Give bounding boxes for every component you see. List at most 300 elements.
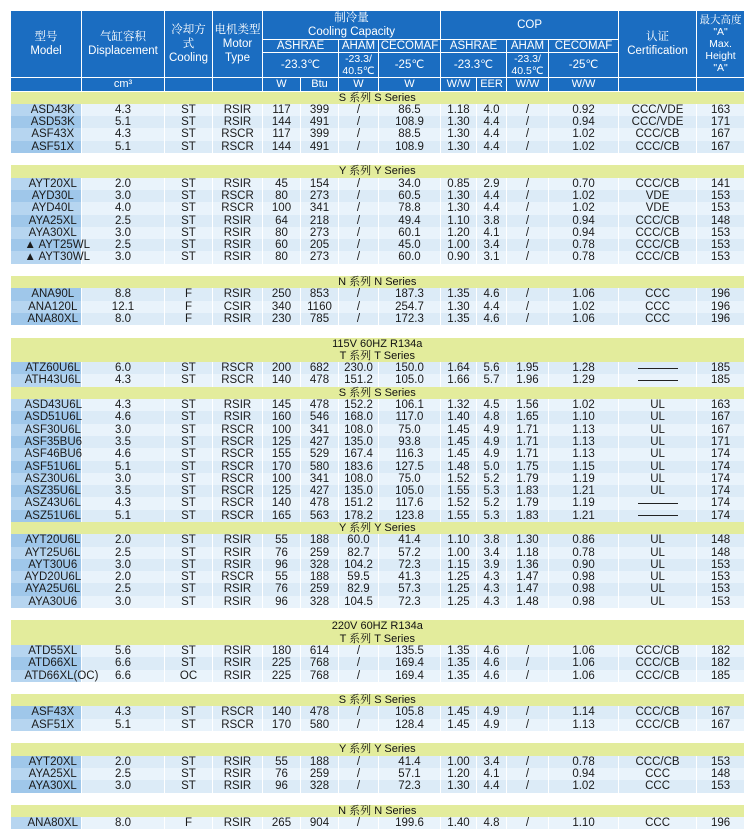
- cap-ashrae-btu-cell: 563: [301, 510, 339, 522]
- cooling-cell: ST: [165, 362, 213, 374]
- series-heading-row: [11, 694, 745, 706]
- cop-ashrae-eer-cell: 5.3: [477, 485, 507, 497]
- displacement-cell: 2.5: [82, 583, 165, 595]
- section-spacer: [11, 608, 745, 620]
- motor-cell: RSCR: [213, 128, 263, 140]
- series-heading: Y 系列 Y Series: [11, 165, 745, 177]
- cop-ashrae-ww-cell: 1.35: [441, 313, 477, 325]
- cooling-cell: ST: [165, 227, 213, 239]
- cooling-cell: ST: [165, 202, 213, 214]
- cop-aham-cell: /: [507, 215, 549, 227]
- cooling-cell: ST: [165, 116, 213, 128]
- cop-ashrae-ww-cell: 1.30: [441, 141, 477, 153]
- cap-cecomaf-w-cell: 172.3: [379, 313, 441, 325]
- cap-cecomaf-w-cell: 60.0: [379, 251, 441, 263]
- certification-cell: CCC: [619, 780, 697, 792]
- cop-cecomaf-cell: 1.19: [549, 497, 619, 509]
- cop-cecomaf-cell: 0.98: [549, 583, 619, 595]
- certification-cell: UL: [619, 461, 697, 473]
- motor-cell: RSCR: [213, 374, 263, 386]
- cop-ashrae-eer-cell: 4.6: [477, 645, 507, 657]
- certification-cell: UL: [619, 473, 697, 485]
- cop-aham-cell: 1.30: [507, 534, 549, 546]
- cap-aham-temp: -23.3/ 40.5℃: [339, 53, 379, 78]
- table-row: [11, 399, 745, 411]
- cop-aham-cell: 1.83: [507, 485, 549, 497]
- displacement-cell: 6.0: [82, 362, 165, 374]
- no-certification-dash: [638, 368, 678, 369]
- table-row: [11, 104, 745, 116]
- model-cell: ASF35BU6: [11, 436, 82, 448]
- cop-ashrae-eer-cell: 5.2: [477, 497, 507, 509]
- table-header: [11, 11, 745, 92]
- section-spacer: [11, 264, 745, 276]
- max-height-cell: 185: [697, 374, 745, 386]
- cooling-capacity-header: 制冷量 Cooling Capacity: [263, 11, 441, 40]
- cooling-cell: F: [165, 313, 213, 325]
- cap-cecomaf-w-cell: 108.9: [379, 141, 441, 153]
- cap-cecomaf-w-cell: 72.3: [379, 780, 441, 792]
- cap-cecomaf-w-cell: 105.8: [379, 706, 441, 718]
- unit-cecomaf-ww: W/W: [549, 78, 619, 91]
- max-height-cell: 153: [697, 227, 745, 239]
- cop-cecomaf-cell: 0.70: [549, 178, 619, 190]
- cap-aham-w-cell: /: [339, 141, 379, 153]
- cap-aham-w-cell: 167.4: [339, 448, 379, 460]
- cop-ashrae-ww-cell: 1.52: [441, 473, 477, 485]
- cop-ashrae-eer-cell: 4.1: [477, 227, 507, 239]
- cap-ashrae-btu-cell: 529: [301, 448, 339, 460]
- cooling-cell: ST: [165, 706, 213, 718]
- max-height-cell: 148: [697, 534, 745, 546]
- motor-cell: RSIR: [213, 178, 263, 190]
- certification-cell: CCC: [619, 768, 697, 780]
- cap-aham-w-cell: /: [339, 817, 379, 829]
- motor-cell: RSCR: [213, 461, 263, 473]
- cap-cecomaf-w-cell: 117.0: [379, 411, 441, 423]
- displacement-cell: 3.5: [82, 485, 165, 497]
- displacement-unit: cm³: [82, 78, 165, 91]
- cop-cecomaf-cell: 1.02: [549, 780, 619, 792]
- cap-aham-w-cell: 104.2: [339, 559, 379, 571]
- certification-cell: [619, 362, 697, 374]
- cap-ashrae-btu-cell: 259: [301, 768, 339, 780]
- cop-ashrae-eer-cell: 4.9: [477, 424, 507, 436]
- model-cell: AYT20XL: [11, 756, 82, 768]
- cop-aham-cell: 1.83: [507, 510, 549, 522]
- cap-aham-w-cell: 60.0: [339, 534, 379, 546]
- cop-ashrae-ww-cell: 1.20: [441, 768, 477, 780]
- cap-aham-w-cell: /: [339, 657, 379, 669]
- displacement-cell: 3.0: [82, 227, 165, 239]
- cap-aham-w-cell: 168.0: [339, 411, 379, 423]
- series-heading: T 系列 T Series: [11, 633, 745, 645]
- certification-cell: UL: [619, 571, 697, 583]
- cop-aham-cell: /: [507, 239, 549, 251]
- max-height-cell: 182: [697, 657, 745, 669]
- cap-ashrae-w-cell: 340: [263, 301, 301, 313]
- displacement-cell: 3.0: [82, 473, 165, 485]
- table-row: [11, 215, 745, 227]
- cop-ashrae-ww-cell: 1.25: [441, 571, 477, 583]
- cap-ashrae-btu-cell: 768: [301, 657, 339, 669]
- cop-ashrae-ww-cell: 1.32: [441, 399, 477, 411]
- displacement-cell: 5.1: [82, 116, 165, 128]
- cap-aham-w-cell: 178.2: [339, 510, 379, 522]
- cop-ashrae-ww-cell: 1.35: [441, 670, 477, 682]
- max-height-cell: 148: [697, 547, 745, 559]
- table-body: [11, 91, 745, 829]
- certification-cell: CCC/CB: [619, 719, 697, 731]
- table-row: [11, 510, 745, 522]
- cop-cecomaf-cell: 0.78: [549, 239, 619, 251]
- motor-cell: RSCR: [213, 497, 263, 509]
- cop-ashrae-ww-cell: 1.25: [441, 596, 477, 608]
- cooling-cell: ST: [165, 497, 213, 509]
- max-height-cell: 167: [697, 719, 745, 731]
- max-height-cell: 171: [697, 436, 745, 448]
- cap-cecomaf-w-cell: 86.5: [379, 104, 441, 116]
- cop-ashrae-ww-cell: 1.30: [441, 780, 477, 792]
- cop-cecomaf-label: CECOMAF: [549, 40, 619, 53]
- no-certification-dash: [638, 503, 678, 504]
- max-height-cell: 167: [697, 411, 745, 423]
- motor-cell: RSCR: [213, 485, 263, 497]
- cop-cecomaf-cell: 1.02: [549, 141, 619, 153]
- table-row: [11, 706, 745, 718]
- table-row: [11, 547, 745, 559]
- cap-aham-w-cell: /: [339, 719, 379, 731]
- max-height-cell: 148: [697, 215, 745, 227]
- displacement-cell: 5.1: [82, 510, 165, 522]
- table-row: [11, 657, 745, 669]
- displacement-cell: 3.0: [82, 251, 165, 263]
- motor-cell: RSIR: [213, 534, 263, 546]
- motor-cell: RSCR: [213, 510, 263, 522]
- spacer-cell: [11, 793, 745, 805]
- cap-cecomaf-w-cell: 123.8: [379, 510, 441, 522]
- cop-cecomaf-cell: 1.02: [549, 128, 619, 140]
- cap-cecomaf-w-cell: 169.4: [379, 657, 441, 669]
- cap-aham-w-cell: 135.0: [339, 436, 379, 448]
- cop-aham-cell: /: [507, 706, 549, 718]
- cap-ashrae-w-cell: 117: [263, 128, 301, 140]
- max-height-cell: 153: [697, 571, 745, 583]
- cap-cecomaf-w-cell: 150.0: [379, 362, 441, 374]
- cop-ashrae-ww-cell: 1.20: [441, 227, 477, 239]
- cop-ashrae-eer-cell: 4.6: [477, 313, 507, 325]
- cap-aham-w-cell: /: [339, 227, 379, 239]
- model-cell: ASZ43U6L: [11, 497, 82, 509]
- cap-aham-label: AHAM: [339, 40, 379, 53]
- certification-cell: UL: [619, 559, 697, 571]
- cap-ashrae-w-cell: 140: [263, 497, 301, 509]
- section-spacer: [11, 153, 745, 165]
- cop-ashrae-eer-cell: 4.4: [477, 202, 507, 214]
- cop-cecomaf-cell: 0.86: [549, 534, 619, 546]
- unit-w: W: [263, 78, 301, 91]
- certification-cell: CCC/CB: [619, 657, 697, 669]
- cop-cecomaf-cell: 1.14: [549, 706, 619, 718]
- max-height-cell: 174: [697, 473, 745, 485]
- cap-ashrae-w-cell: 96: [263, 596, 301, 608]
- series-heading-row: [11, 805, 745, 817]
- no-certification-dash: [638, 380, 678, 381]
- motor-cell: RSIR: [213, 817, 263, 829]
- cop-aham-cell: 1.56: [507, 399, 549, 411]
- displacement-cell: 8.8: [82, 288, 165, 300]
- cap-cecomaf-w-cell: 169.4: [379, 670, 441, 682]
- cap-cecomaf-w-cell: 60.5: [379, 190, 441, 202]
- model-cell: ASD51U6L: [11, 411, 82, 423]
- cooling-cell: ST: [165, 399, 213, 411]
- cop-ashrae-ww-cell: 1.45: [441, 719, 477, 731]
- table-row: [11, 756, 745, 768]
- motor-cell: RSIR: [213, 288, 263, 300]
- max-height-cell: 153: [697, 756, 745, 768]
- cop-cecomaf-cell: 0.78: [549, 547, 619, 559]
- max-height-cell: 148: [697, 768, 745, 780]
- cop-aham-cell: /: [507, 141, 549, 153]
- cooling-cell: ST: [165, 436, 213, 448]
- cap-cecomaf-w-cell: 105.0: [379, 374, 441, 386]
- cop-ashrae-ww-cell: 1.40: [441, 411, 477, 423]
- motor-cell: RSCR: [213, 473, 263, 485]
- cooling-cell: ST: [165, 473, 213, 485]
- cop-ashrae-ww-cell: 1.66: [441, 374, 477, 386]
- cop-ashrae-eer-cell: 3.8: [477, 215, 507, 227]
- motor-cell: RSIR: [213, 116, 263, 128]
- model-cell: AYA25XL: [11, 768, 82, 780]
- motor-cell: RSCR: [213, 202, 263, 214]
- cap-ashrae-w-cell: 64: [263, 215, 301, 227]
- cap-aham-w-cell: 152.2: [339, 399, 379, 411]
- model-cell: ASF46BU6: [11, 448, 82, 460]
- table-row: [11, 424, 745, 436]
- spacer-cell: [11, 682, 745, 694]
- model-cell: ASZ30U6L: [11, 473, 82, 485]
- cap-cecomaf-w-cell: 88.5: [379, 128, 441, 140]
- cap-ashrae-w-cell: 96: [263, 559, 301, 571]
- series-heading-row: [11, 165, 745, 177]
- cop-ashrae-ww-cell: 1.35: [441, 657, 477, 669]
- table-row: [11, 670, 745, 682]
- cap-aham-w-cell: /: [339, 104, 379, 116]
- cooling-cell: ST: [165, 215, 213, 227]
- series-heading-row: [11, 350, 745, 362]
- cap-aham-w-cell: /: [339, 645, 379, 657]
- cap-cecomaf-w-cell: 72.3: [379, 596, 441, 608]
- cop-aham-cell: /: [507, 768, 549, 780]
- model-cell: ANA90L: [11, 288, 82, 300]
- cap-cecomaf-w-cell: 57.3: [379, 583, 441, 595]
- cooling-cell: OC: [165, 670, 213, 682]
- displacement-cell: 4.3: [82, 399, 165, 411]
- max-height-cell: 182: [697, 645, 745, 657]
- cop-ashrae-eer-cell: 2.9: [477, 178, 507, 190]
- cop-cecomaf-cell: 0.94: [549, 227, 619, 239]
- max-height-cell: 141: [697, 178, 745, 190]
- max-height-cell: 163: [697, 399, 745, 411]
- motor-cell: RSCR: [213, 436, 263, 448]
- cop-aham-cell: /: [507, 780, 549, 792]
- cop-ashrae-eer-cell: 4.3: [477, 571, 507, 583]
- cap-ashrae-w-cell: 144: [263, 141, 301, 153]
- model-header: 型号 Model: [11, 11, 82, 78]
- model-cell: ASF51U6L: [11, 461, 82, 473]
- max-height-cell: 167: [697, 128, 745, 140]
- cop-aham-cell: /: [507, 301, 549, 313]
- model-cell: AYT20U6L: [11, 534, 82, 546]
- certification-cell: CCC/CB: [619, 239, 697, 251]
- cop-cecomaf-cell: 0.94: [549, 215, 619, 227]
- cooling-cell: ST: [165, 178, 213, 190]
- max-height-cell: 196: [697, 301, 745, 313]
- cop-ashrae-ww-cell: 1.64: [441, 362, 477, 374]
- cap-aham-w-cell: 104.5: [339, 596, 379, 608]
- unit-btu: Btu: [301, 78, 339, 91]
- cop-ashrae-ww-cell: 1.35: [441, 645, 477, 657]
- certification-cell: CCC/CB: [619, 670, 697, 682]
- cap-ashrae-w-cell: 76: [263, 583, 301, 595]
- cap-aham-w-cell: /: [339, 780, 379, 792]
- cop-ashrae-ww-cell: 1.10: [441, 534, 477, 546]
- cap-aham-w-cell: /: [339, 768, 379, 780]
- cop-cecomaf-cell: 1.02: [549, 202, 619, 214]
- cap-ashrae-btu-cell: 768: [301, 670, 339, 682]
- cop-aham-cell: /: [507, 227, 549, 239]
- table-row: [11, 534, 745, 546]
- cooling-cell: ST: [165, 719, 213, 731]
- cap-ashrae-btu-cell: 273: [301, 251, 339, 263]
- cop-ashrae-ww-cell: 1.10: [441, 215, 477, 227]
- displacement-cell: 8.0: [82, 313, 165, 325]
- max-height-cell: 167: [697, 706, 745, 718]
- cap-ashrae-btu-cell: 580: [301, 461, 339, 473]
- cap-aham-w-cell: 108.0: [339, 473, 379, 485]
- table-row: [11, 768, 745, 780]
- cap-ashrae-btu-cell: 614: [301, 645, 339, 657]
- displacement-cell: 5.1: [82, 141, 165, 153]
- cop-cecomaf-cell: 1.06: [549, 288, 619, 300]
- cap-cecomaf-w-cell: 34.0: [379, 178, 441, 190]
- model-cell: ATH43U6L: [11, 374, 82, 386]
- model-cell: AYA30XL: [11, 780, 82, 792]
- cap-ashrae-btu-cell: 188: [301, 571, 339, 583]
- cap-ashrae-btu-cell: 478: [301, 399, 339, 411]
- certification-cell: CCC/CB: [619, 756, 697, 768]
- cop-ashrae-eer-cell: 3.9: [477, 559, 507, 571]
- cap-ashrae-w-cell: 76: [263, 768, 301, 780]
- cap-ashrae-w-cell: 155: [263, 448, 301, 460]
- cop-aham-cell: /: [507, 657, 549, 669]
- cop-header: COP: [441, 11, 619, 40]
- model-cell: ASD43K: [11, 104, 82, 116]
- cop-ashrae-ww-cell: 1.45: [441, 448, 477, 460]
- model-cell: ▲ AYT30WL: [11, 251, 82, 263]
- certification-cell: CCC: [619, 313, 697, 325]
- cap-ashrae-btu-cell: 259: [301, 583, 339, 595]
- cop-ashrae-ww-cell: 1.45: [441, 436, 477, 448]
- unit-aham-w: W: [339, 78, 379, 91]
- cop-cecomaf-cell: 0.94: [549, 116, 619, 128]
- series-heading: N 系列 N Series: [11, 276, 745, 288]
- cop-ashrae-ww-cell: 1.15: [441, 559, 477, 571]
- cop-cecomaf-cell: 1.06: [549, 657, 619, 669]
- cap-cecomaf-w-cell: 199.6: [379, 817, 441, 829]
- certification-cell: CCC/VDE: [619, 104, 697, 116]
- motor-cell: RSIR: [213, 411, 263, 423]
- displacement-cell: 2.5: [82, 768, 165, 780]
- series-heading-row: [11, 522, 745, 534]
- certification-cell: VDE: [619, 190, 697, 202]
- cap-ashrae-btu-cell: 1160: [301, 301, 339, 313]
- certification-cell: CCC/CB: [619, 178, 697, 190]
- certification-cell: CCC/CB: [619, 227, 697, 239]
- cap-ashrae-w-cell: 250: [263, 288, 301, 300]
- cap-ashrae-btu-cell: 341: [301, 202, 339, 214]
- certification-cell: CCC/CB: [619, 645, 697, 657]
- displacement-cell: 12.1: [82, 301, 165, 313]
- cop-ashrae-eer-cell: 4.4: [477, 301, 507, 313]
- spec-sheet: [10, 10, 744, 829]
- cop-ashrae-eer-cell: 4.9: [477, 448, 507, 460]
- cop-cecomaf-cell: 1.13: [549, 448, 619, 460]
- cop-cecomaf-cell: 0.78: [549, 756, 619, 768]
- cap-cecomaf-w-cell: 93.8: [379, 436, 441, 448]
- cap-ashrae-btu-cell: 341: [301, 473, 339, 485]
- certification-cell: CCC/CB: [619, 706, 697, 718]
- table-row: [11, 448, 745, 460]
- cop-cecomaf-cell: 1.06: [549, 645, 619, 657]
- motor-cell: RSIR: [213, 104, 263, 116]
- model-cell: AYA25XL: [11, 215, 82, 227]
- cap-cecomaf-w-cell: 41.3: [379, 571, 441, 583]
- cap-ashrae-btu-cell: 399: [301, 128, 339, 140]
- cap-aham-w-cell: /: [339, 288, 379, 300]
- series-heading-row: [11, 743, 745, 755]
- cop-ashrae-ww-cell: 1.45: [441, 706, 477, 718]
- model-cell: AYA30U6: [11, 596, 82, 608]
- cap-ashrae-btu-cell: 853: [301, 288, 339, 300]
- cap-ashrae-btu-cell: 478: [301, 497, 339, 509]
- table-row: [11, 571, 745, 583]
- cap-aham-w-cell: 108.0: [339, 424, 379, 436]
- motor-unit-cell: [213, 78, 263, 91]
- model-cell: ASF43X: [11, 706, 82, 718]
- cap-ashrae-w-cell: 55: [263, 756, 301, 768]
- cap-ashrae-btu-cell: 491: [301, 116, 339, 128]
- cop-ashrae-label: ASHRAE: [441, 40, 507, 53]
- max-height-cell: 153: [697, 583, 745, 595]
- cap-ashrae-w-cell: 170: [263, 719, 301, 731]
- cop-cecomaf-cell: 1.06: [549, 670, 619, 682]
- motor-cell: RSIR: [213, 399, 263, 411]
- cop-aham-cell: /: [507, 116, 549, 128]
- cap-cecomaf-w-cell: 45.0: [379, 239, 441, 251]
- cap-aham-w-cell: /: [339, 116, 379, 128]
- model-cell: ATZ60U6L: [11, 362, 82, 374]
- displacement-cell: 6.6: [82, 670, 165, 682]
- voltage-heading-row: [11, 620, 745, 632]
- cooling-unit-cell: [165, 78, 213, 91]
- cap-ashrae-w-cell: 55: [263, 534, 301, 546]
- certification-cell: UL: [619, 399, 697, 411]
- cop-aham-cell: /: [507, 817, 549, 829]
- cap-cecomaf-w-cell: 254.7: [379, 301, 441, 313]
- cap-aham-w-cell: 230.0: [339, 362, 379, 374]
- cop-ashrae-eer-cell: 5.0: [477, 461, 507, 473]
